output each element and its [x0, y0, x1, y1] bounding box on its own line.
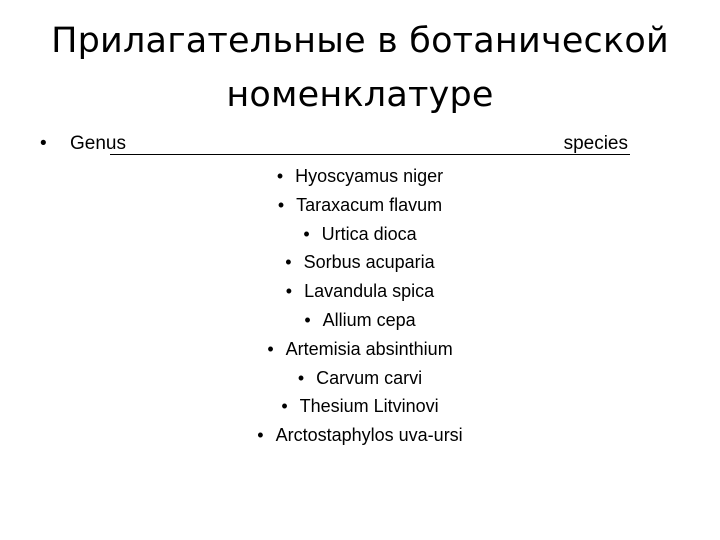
list-item	[0, 392, 720, 421]
bullet-icon: •	[40, 133, 47, 154]
species-name: Hyoscyamus niger	[295, 166, 444, 186]
list-item	[0, 306, 720, 335]
list-item	[0, 191, 720, 220]
list-item	[0, 335, 720, 364]
species-name: Artemisia absinthium	[285, 338, 453, 359]
species-name: Carvum carvi	[316, 367, 423, 388]
slide-title-line-2: номенклатуре	[226, 75, 494, 115]
slide-title	[0, 14, 720, 122]
species-name: Sorbus acuparia	[303, 252, 435, 273]
list-item	[0, 277, 720, 306]
list-item	[0, 248, 720, 277]
list-item	[0, 364, 720, 393]
bullet-icon: •	[267, 338, 274, 359]
bullet-icon: •	[285, 252, 292, 273]
bullet-icon: •	[304, 309, 311, 330]
species-name: Allium cepa	[322, 309, 416, 330]
list-item	[0, 162, 720, 191]
species-list	[0, 162, 720, 450]
list-item	[0, 421, 720, 450]
bullet-icon: •	[285, 281, 293, 302]
bullet-icon: •	[277, 194, 285, 215]
bullet-icon: •	[257, 425, 264, 446]
species-name: Lavandula spica	[304, 281, 435, 302]
bullet-icon: •	[297, 367, 305, 388]
slide-title-line-1: Прилагательные в ботанической	[51, 21, 669, 61]
species-label: species	[563, 133, 628, 154]
list-item	[0, 220, 720, 249]
species-name: Taraxacum flavum	[296, 194, 443, 215]
genus-label: Genus	[70, 133, 126, 154]
species-name: Arctostaphylos uva-ursi	[275, 425, 463, 446]
genus-species-line	[40, 133, 632, 159]
bullet-icon: •	[303, 223, 310, 244]
bullet-icon: •	[281, 396, 288, 417]
bullet-icon: •	[276, 166, 284, 186]
underline-rule	[110, 154, 630, 155]
species-name: Thesium Litvinovi	[299, 396, 439, 417]
species-name: Urtica dioca	[321, 223, 417, 244]
